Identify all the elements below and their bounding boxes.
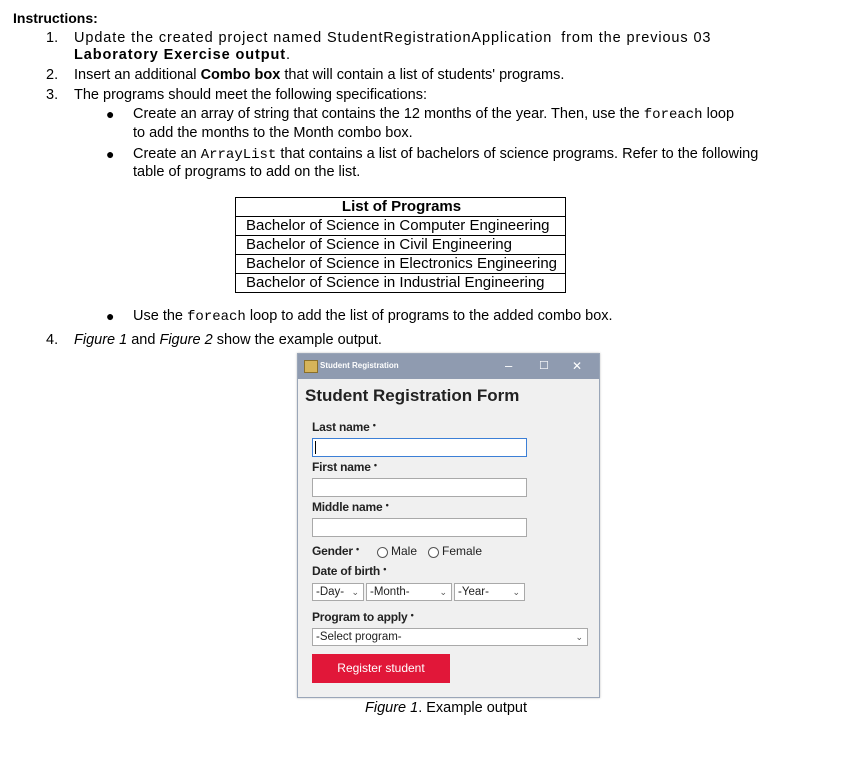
item-1-text-b: from the previous 03 [561, 30, 712, 46]
bullet-1-text-b: loop [706, 106, 735, 122]
chevron-down-icon: ⌄ [512, 587, 520, 597]
required-mark: • [355, 544, 359, 554]
chevron-down-icon: ⌄ [351, 587, 359, 597]
item-2-bold: Combo box [200, 67, 281, 83]
item-2-pre: Insert an additional [74, 67, 197, 83]
first-name-label-text: First name [312, 460, 371, 474]
item-3-number: 3. [46, 87, 59, 103]
required-mark: • [383, 564, 387, 574]
month-combo[interactable] [366, 583, 452, 601]
program-label-text: Program to apply [312, 610, 408, 624]
item-1-bold-text: Laboratory Exercise output [74, 47, 286, 63]
bullet-2-code: ArrayList [200, 147, 277, 163]
item-4-line [74, 332, 382, 348]
item-1-line-2 [74, 47, 291, 63]
item-1-text-a: Update the created project named StudentRegistrationApplication [74, 30, 553, 46]
year-combo[interactable] [454, 583, 525, 601]
bullet-3-dot: ● [106, 308, 115, 324]
registration-window [297, 353, 600, 698]
close-button[interactable]: ✕ [572, 359, 583, 373]
required-mark: • [372, 420, 376, 430]
caption-figure-label: Figure 1 [365, 700, 419, 716]
item-1-period: . [285, 47, 291, 63]
bullet-3-text-b: loop to add the list of programs to the added combo box. [249, 308, 613, 324]
item-4-post: show the example output. [216, 332, 382, 348]
table-row: Bachelor of Science in Industrial Engineering [236, 274, 566, 293]
bullet-1-line-2: to add the months to the Month combo box. [133, 125, 413, 141]
program-label [312, 610, 414, 624]
bullet-2-line-2: table of programs to add on the list. [133, 164, 361, 180]
dob-label [312, 564, 386, 578]
middle-name-label-text: Middle name [312, 500, 383, 514]
last-name-label [312, 420, 376, 434]
bullet-1-code: foreach [643, 107, 703, 123]
figure-caption [365, 700, 527, 716]
dob-label-text: Date of birth [312, 564, 381, 578]
bullet-1-text-a: Create an array of string that contains the 12 months of the year. Then, use the [133, 106, 640, 122]
programs-table-header: List of Programs [236, 198, 566, 217]
middle-name-input[interactable] [312, 518, 527, 537]
table-row: Bachelor of Science in Electronics Engineering [236, 255, 566, 274]
bullet-2-text-a: Create an [133, 146, 197, 162]
item-2-line [74, 67, 564, 83]
bullet-3-line [133, 308, 613, 325]
last-name-label-text: Last name [312, 420, 370, 434]
maximize-button[interactable]: ☐ [539, 360, 549, 372]
text-caret [315, 441, 316, 454]
caption-text: . Example output [418, 700, 528, 716]
male-radio-label[interactable]: Male [391, 544, 418, 558]
register-button[interactable]: Register student [312, 654, 450, 683]
item-2-post: that will contain a list of students' programs. [284, 67, 565, 83]
male-radio[interactable] [377, 547, 388, 558]
bullet-2-text-b: that contains a list of bachelors of science programs. Refer to the following [280, 146, 759, 162]
programs-table [235, 197, 566, 293]
table-row: Bachelor of Science in Computer Engineering [236, 217, 566, 236]
gender-label-text: Gender [312, 544, 353, 558]
window-title: Student Registration [320, 361, 399, 370]
required-mark: • [373, 460, 377, 470]
window-titlebar[interactable] [298, 354, 599, 379]
item-4-figure-1: Figure 1 [74, 332, 128, 348]
item-4-and: and [131, 332, 156, 348]
middle-name-label [312, 500, 389, 514]
chevron-down-icon: ⌄ [575, 632, 583, 642]
app-icon [304, 360, 318, 373]
bullet-1-line-1 [133, 106, 734, 123]
year-combo-value: -Year- [458, 586, 489, 598]
item-4-figure-2: Figure 2 [159, 332, 213, 348]
item-3-line: The programs should meet the following specifications: [74, 87, 428, 103]
program-combo[interactable] [312, 628, 588, 646]
day-combo-value: -Day- [316, 586, 345, 598]
day-combo[interactable] [312, 583, 364, 601]
bullet-2-dot: ● [106, 146, 115, 162]
female-radio[interactable] [428, 547, 439, 558]
item-4-number: 4. [46, 332, 59, 348]
chevron-down-icon: ⌄ [439, 587, 447, 597]
bullet-3-code: foreach [187, 309, 246, 325]
bullet-1-dot: ● [106, 106, 115, 122]
month-combo-value: -Month- [370, 586, 410, 598]
instructions-heading: Instructions: [13, 10, 98, 26]
gender-label [312, 544, 359, 558]
item-2-number: 2. [46, 67, 59, 83]
program-combo-value: -Select program- [316, 631, 402, 643]
bullet-3-text-a: Use the [133, 308, 183, 324]
item-1-line-1 [74, 30, 711, 46]
form-title: Student Registration Form [305, 386, 520, 405]
bullet-2-line-1 [133, 146, 758, 163]
required-mark: • [385, 500, 389, 510]
female-radio-label[interactable]: Female [442, 544, 483, 558]
table-row: Bachelor of Science in Civil Engineering [236, 236, 566, 255]
first-name-input[interactable] [312, 478, 527, 497]
first-name-label [312, 460, 377, 474]
item-1-number: 1. [46, 30, 59, 46]
required-mark: • [410, 610, 414, 620]
minimize-button[interactable]: – [505, 358, 513, 373]
last-name-input[interactable] [312, 438, 527, 457]
